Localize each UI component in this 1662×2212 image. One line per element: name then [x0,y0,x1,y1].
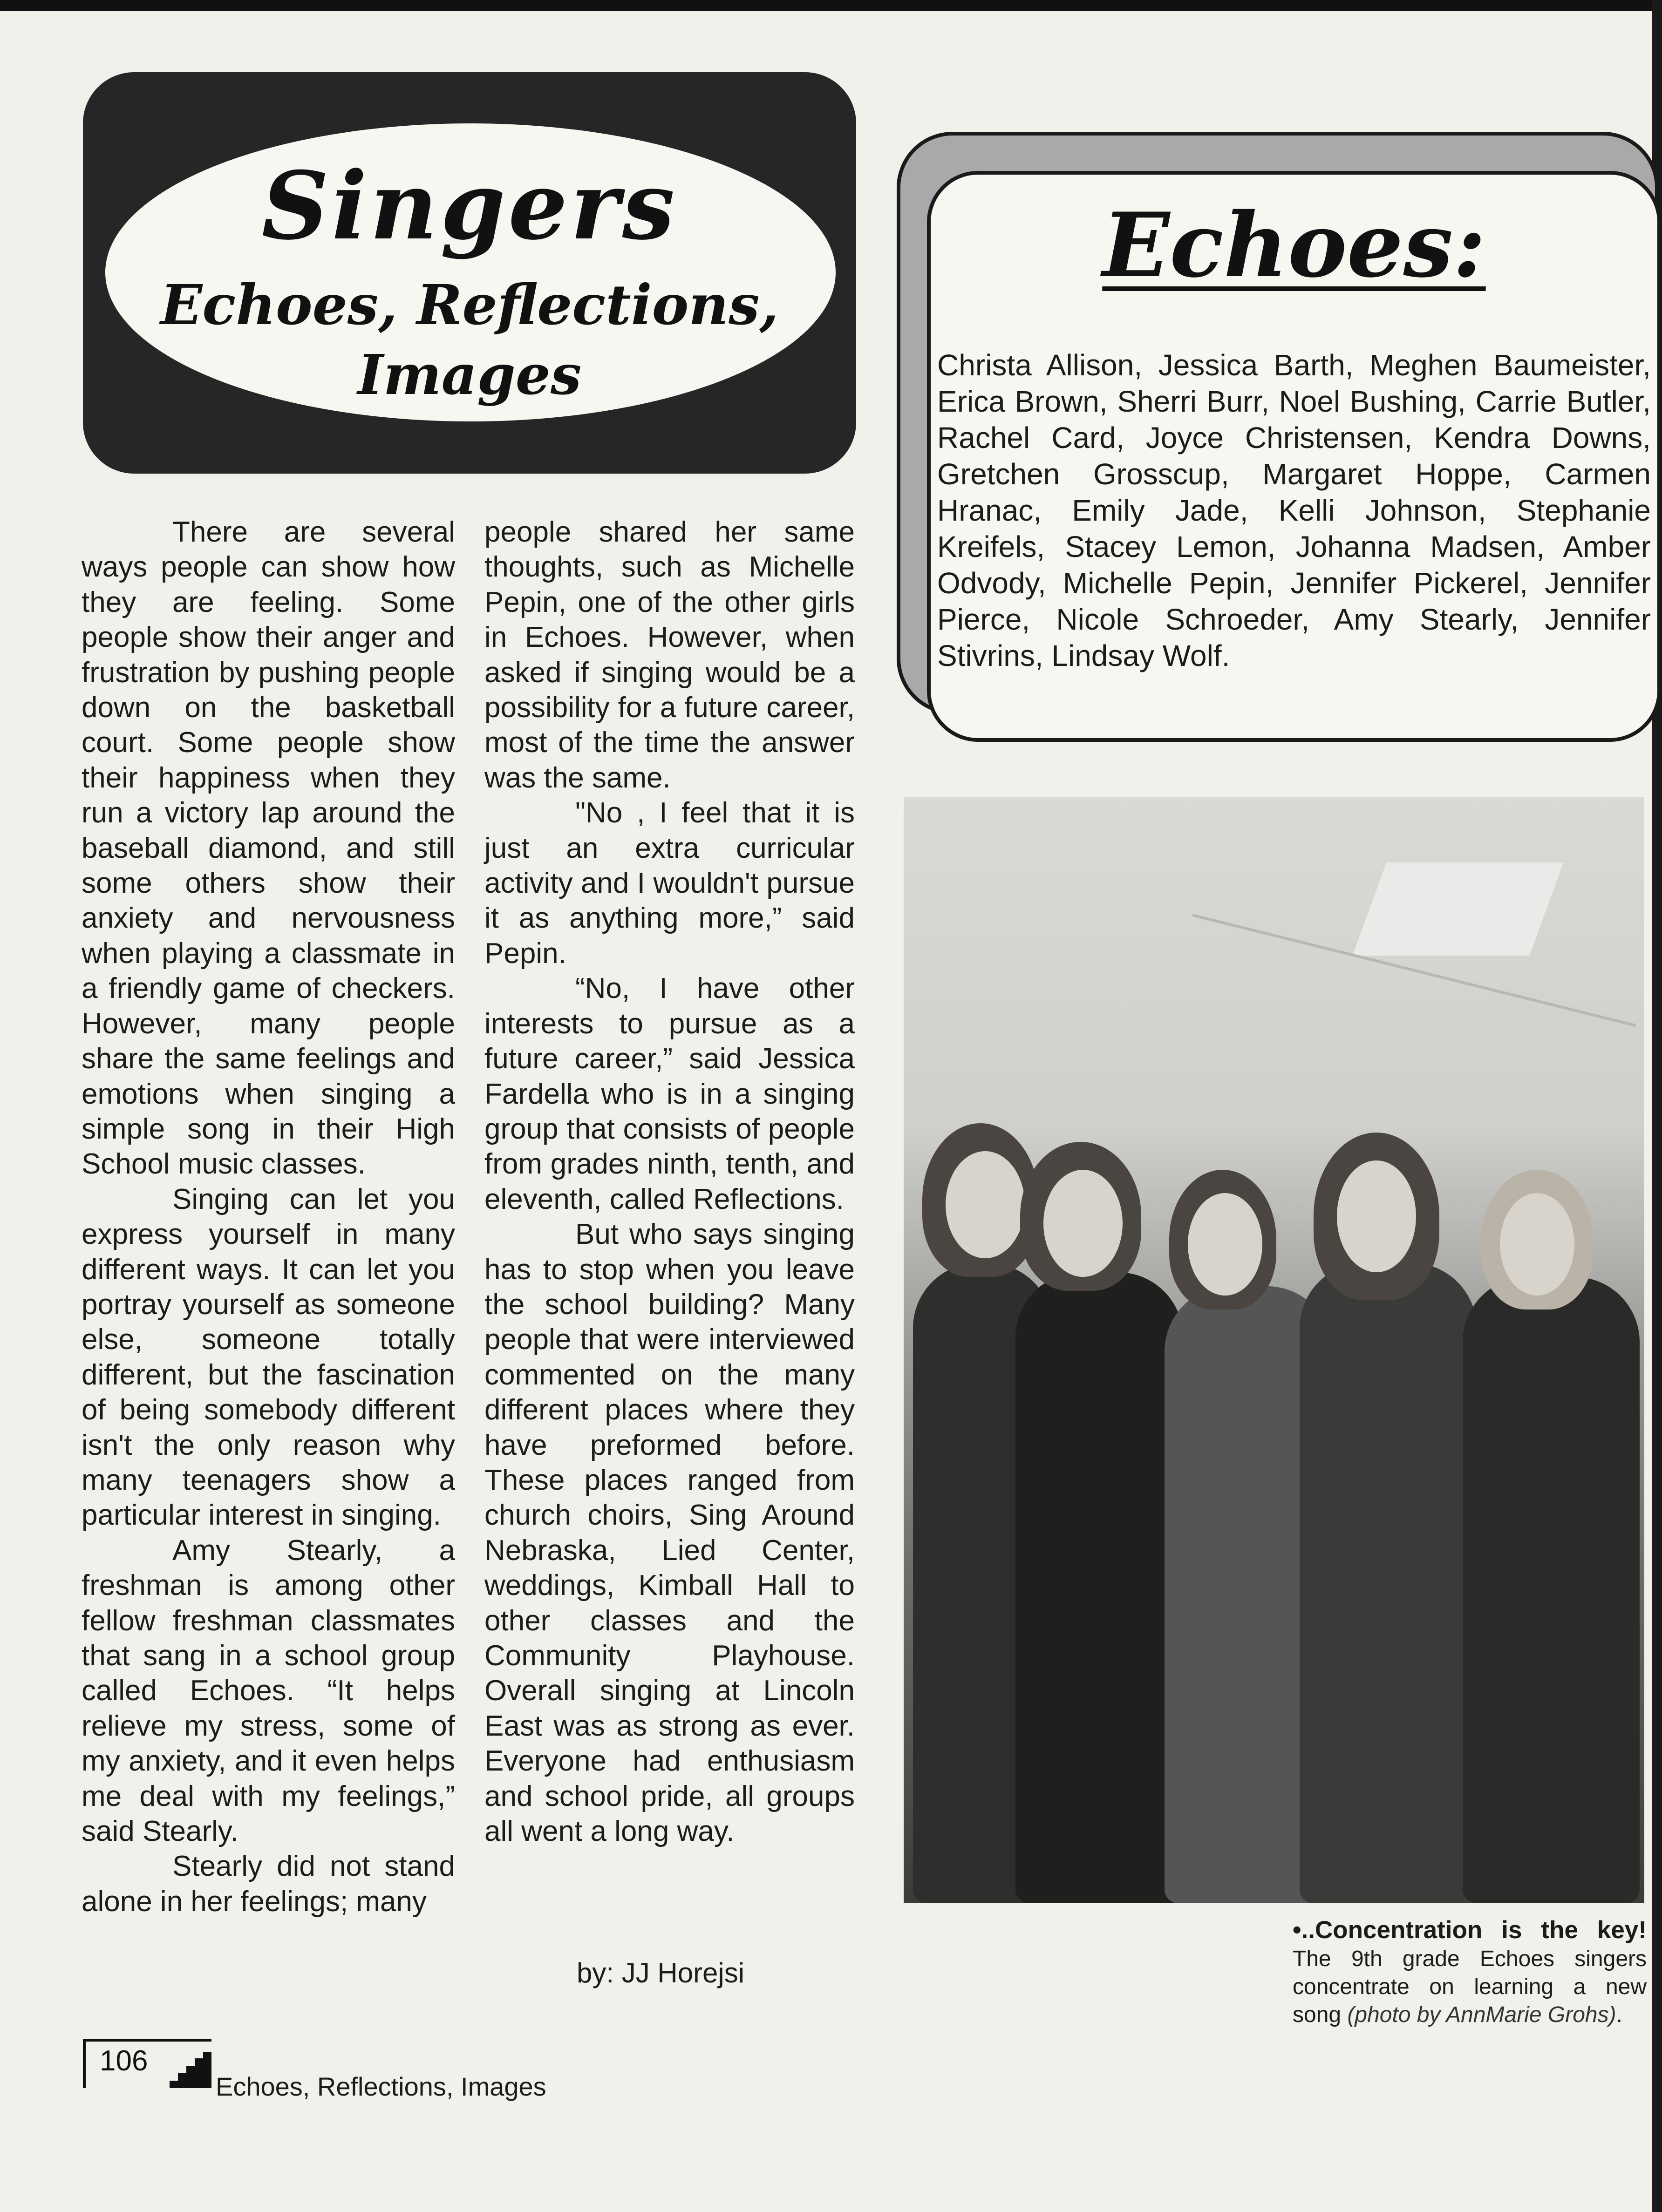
article-paragraph: people shared her same thoughts, such as Michelle Pepin, one of the other girls in Echoes. However, when asked if singing would be a possibility for a future career, most of the time the answer was the same. [484,516,855,794]
article-column-1 [82,515,455,1919]
singer-head [1043,1170,1123,1277]
article-paragraph: "No , I feel that it is just an extra curricular activity and I wouldn't pursue it as anything more,” said Pepin. [484,797,855,970]
singer-figure [1463,1277,1640,1903]
page-subtitle-line1: Echoes, Reflections, [160,272,779,337]
scan-top-border [0,0,1662,11]
singer-head [1500,1193,1574,1296]
article-paragraph: “No, I have other interests to pursue as a future career,” said Jessica Fardella who is in a singing group that consists of people from grades ninth, tenth, and eleventh, called Reflections. [484,972,855,1215]
caption-end: . [1616,2002,1622,2027]
article-paragraph: There are several ways people can show how they are feeling. Some people show their anger and frustration by pushing people down on the basketball court. Some people show their happiness when they run a victory lap around the baseball diamond, and still some others show their anxiety and nervousness when playing a classmate in a friendly game of checkers. However, many people share the same feelings and emotions when singing a simple song in their High School music classes. [82,516,455,1181]
choir-photo [904,797,1644,1903]
photo-caption [1293,1916,1647,2029]
folio-box [83,2039,211,2088]
singer-figure [1015,1272,1183,1903]
echoes-box [927,171,1661,742]
article-column-2 [484,515,855,1849]
page-title: Singers [261,151,678,261]
page-subtitle-line2: Images [357,342,582,407]
byline: by: JJ Horejsi [577,1957,745,1988]
echoes-heading: Echoes: [1102,193,1486,297]
echoes-member-list: Christa Allison, Jessica Barth, Meghen Baumeister, Erica Brown, Sherri Burr, Noel Bushing, Carrie Butler, Rachel Card, Joyce Christensen, Kendra Downs, Gretchen Grosscup, Margaret Hoppe, Carmen Hranac, Emily Jade, Kelli Johnson, Stephanie Kreifels, Stacey Lemon, Johanna Madsen, Amber Odvody, Michelle Pepin, Jennifer Pickerel, Jennifer Pierce, Nicole Schroeder, Amy Stearly, Jennifer Stivrins, Lindsay Wolf. [937,348,1651,672]
singer-head [1188,1193,1262,1296]
caption-lead: •..Concentration is the key! [1293,1916,1647,1944]
article-paragraph: But who says singing has to stop when you leave the school building? Many people that were interviewed commented on the many different places where they have preformed before. These places ranged from church choirs, Sing Around Nebraska, Lied Center, weddings, Kimball Hall to other classes and the Community Playhouse. Overall singing at Lincoln East was as strong as ever. Everyone had enthusiasm and school pride, all groups all went a long way. [484,1218,855,1848]
page-number: 106 [100,2045,148,2077]
article-paragraph: Amy Stearly, a freshman is among other fellow freshman classmates that sang in a school group called Echoes. “It helps relieve my stress, some of my anxiety, and it even helps me deal with my feelings,” said Stearly. [82,1534,455,1848]
singer-head [1337,1160,1416,1272]
footer-section-title: Echoes, Reflections, Images [216,2072,546,2101]
stairs-icon [170,2052,211,2088]
caption-body: The 9th grade Echoes singers concentrate on learning a new song [1293,1947,1647,2027]
ceiling-light [1353,862,1564,956]
singer-head [946,1151,1025,1258]
photo-credit: (photo by AnnMarie Grohs) [1347,2002,1616,2027]
article-paragraph: Singing can let you express yourself in many different ways. It can let you portray yourself as someone else, someone totally different, but the fascination of being somebody different isn't the only reason why many teenagers show a particular interest in singing. [82,1183,455,1532]
singer-figure [1300,1263,1477,1903]
title-banner [83,72,856,474]
article-paragraph: Stearly did not stand alone in her feelings; many [82,1850,455,1918]
